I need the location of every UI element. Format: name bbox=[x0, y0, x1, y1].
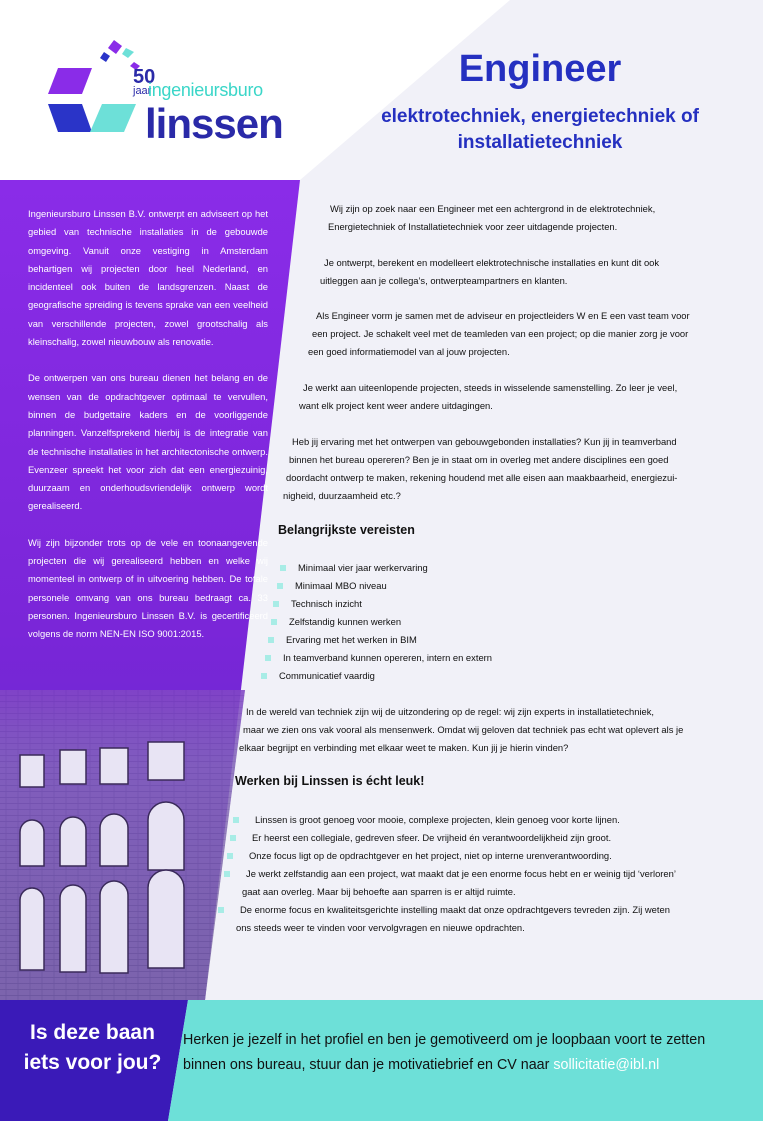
company-description bbox=[28, 205, 268, 662]
requirement-item: Zelfstandig kunnen werken bbox=[289, 616, 401, 627]
work-item-continued: ons steeds weer te vinden voor vervolgvragen en nieuwe opdrachten. bbox=[236, 922, 525, 933]
logo-years: 50 bbox=[133, 66, 156, 88]
bullet-icon bbox=[233, 817, 239, 823]
intro-paragraph: Wij zijn op zoek naar een Engineer met een achtergrond in de elektrotechniek, Energietechniek of Installatietechniek voor zeer uitdagende projecten. bbox=[328, 203, 656, 232]
intro-paragraph: Heb jij ervaring met het ontwerpen van gebouwgebonden installaties? Kun jij in teamverband binnen het bureau opereren? Ben je in staat om in overleg met andere disciplines een goed doordacht ontwerp te maken, rekening houdend met alle eisen aan maakbaarheid, energiezui- nigheid, duurzaamheid etc.? bbox=[283, 436, 678, 501]
bullet-icon bbox=[280, 565, 286, 571]
intro-paragraph: Als Engineer vorm je samen met de adviseur en projectleiders W en E een vast team voor een project. Je schakelt veel met de teamleden van een project; op die manier zorg je voor een goed informatiemodel van al jouw projecten. bbox=[308, 310, 690, 357]
requirements-heading: Belangrijkste vereisten bbox=[278, 523, 415, 537]
requirement-item: Ervaring met het werken in BIM bbox=[286, 634, 417, 645]
work-item: Onze focus ligt op de opdrachtgever en het project, niet op interne urenverantwoording. bbox=[249, 850, 612, 861]
logo-jaar: jaar bbox=[133, 85, 152, 97]
requirement-item: Communicatief vaardig bbox=[279, 670, 375, 681]
logo-prefix: ingenieursburo bbox=[148, 80, 263, 100]
requirement-item: In teamverband kunnen opereren, intern en extern bbox=[283, 652, 492, 663]
logo-name: linssen bbox=[145, 100, 283, 147]
requirement-item: Technisch inzicht bbox=[291, 598, 362, 609]
work-item: Je werkt zelfstandig aan een project, wat maakt dat je een enorme focus hebt en er weinig tijd ‘verloren’ bbox=[246, 868, 676, 879]
intro-paragraph: Je werkt aan uiteenlopende projecten, steeds in wisselende samenstelling. Zo leer je veel, want elk project kent weer andere uitdagingen. bbox=[299, 382, 678, 411]
bullet-icon bbox=[230, 835, 236, 841]
bullet-icon bbox=[277, 583, 283, 589]
building-windows bbox=[20, 742, 184, 973]
work-item-continued: gaat aan overleg. Maar bij behoefte aan sparren is er altijd ruimte. bbox=[242, 886, 516, 897]
email-link[interactable]: sollicitatie@ibl.nl bbox=[553, 1057, 660, 1073]
company-logo bbox=[38, 40, 283, 150]
bullet-icon bbox=[265, 655, 271, 661]
company-paragraph: De ontwerpen van ons bureau dienen het belang en de wensen van de opdrachtgever optimaal te vervullen, binnen de budgettaire kaders en de voorliggende planningen. Vanzelfsprekend hierbij is de integratie van de technische installaties in het architectonische ontwerp. Evenzeer spreekt het voor zich dat een energiezuinig, duurzaam en onderhoudsvriendelijk ontwerp wordt gerealiseerd. bbox=[28, 372, 268, 512]
job-subtitle: elektrotechniek, energietechniek of installatietechniek bbox=[381, 106, 699, 153]
requirement-item: Minimaal vier jaar werkervaring bbox=[298, 562, 428, 573]
footer-question: Is deze baan iets voor jou? bbox=[23, 1021, 162, 1074]
bullet-icon bbox=[271, 619, 277, 625]
bullet-icon bbox=[218, 907, 224, 913]
job-title: Engineer bbox=[458, 48, 622, 90]
footer-call-to-action: Herken je jezelf in het profiel en ben je gemotiveerd om je loopbaan voort te zetten binnen ons bureau, stuur dan je motivatiebrief en CV naar sollicitatie@ibl.nl bbox=[183, 1032, 706, 1073]
bullet-icon bbox=[273, 601, 279, 607]
work-item: Er heerst een collegiale, gedreven sfeer. De vrijheid én verantwoordelijkheid zijn groot. bbox=[252, 832, 611, 843]
logo-mark-icon bbox=[38, 40, 148, 150]
work-item: De enorme focus en kwaliteitsgerichte instelling maakt dat onze opdrachtgevers tevreden zijn. Zij weten bbox=[240, 904, 670, 915]
bullet-icon bbox=[261, 673, 267, 679]
work-heading: Werken bij Linssen is écht leuk! bbox=[235, 774, 425, 788]
bullet-icon bbox=[227, 853, 233, 859]
company-paragraph: Wij zijn bijzonder trots op de vele en toonaangevende projecten die wij gerealiseerd hebben en welke wij momenteel in ontwerp of in uitvoering hebben. De totale personele omvang van ons bureau bedraagt ca. 33 personen. Ingenieursburo Linssen B.V. is gecertificeerd volgens de norm NEN-EN ISO 9001:2015. bbox=[28, 536, 268, 640]
work-item: Linssen is groot genoeg voor mooie, complexe projecten, klein genoeg voor korte lijnen. bbox=[255, 814, 620, 825]
bullet-icon bbox=[268, 637, 274, 643]
intro-paragraph: Je ontwerpt, berekent en modelleert elektrotechnische installaties en kunt dit ook uitleggen aan je collega’s, ontwerpteampartners en klanten. bbox=[320, 257, 660, 286]
company-paragraph: Ingenieursburo Linssen B.V. ontwerpt en adviseert op het gebied van technische installaties in de gebouwde omgeving. Vanuit onze vestiging in Amsterdam behartigen wij projecten door heel Nederland, en incidenteel ook buiten de landsgrenzen. Naast de geografische spreiding is tevens sprake van een veelheid van verschillende projecten, zowel grootschalig als kleinschalig, zowel nieuwbouw als renovatie. bbox=[28, 208, 268, 348]
expertise-paragraph: In de wereld van techniek zijn wij de uitzondering op de regel: wij zijn experts in installatietechniek, maar we zien ons vak vooral als mensenwerk. Omdat wij geloven dat techniek pas echt wat oplevert als je elkaar begrijpt en verbinding met elkaar weet te maken. Kun jij je hierin vinden? bbox=[239, 706, 684, 753]
requirement-item: Minimaal MBO niveau bbox=[295, 580, 387, 591]
bullet-icon bbox=[224, 871, 230, 877]
